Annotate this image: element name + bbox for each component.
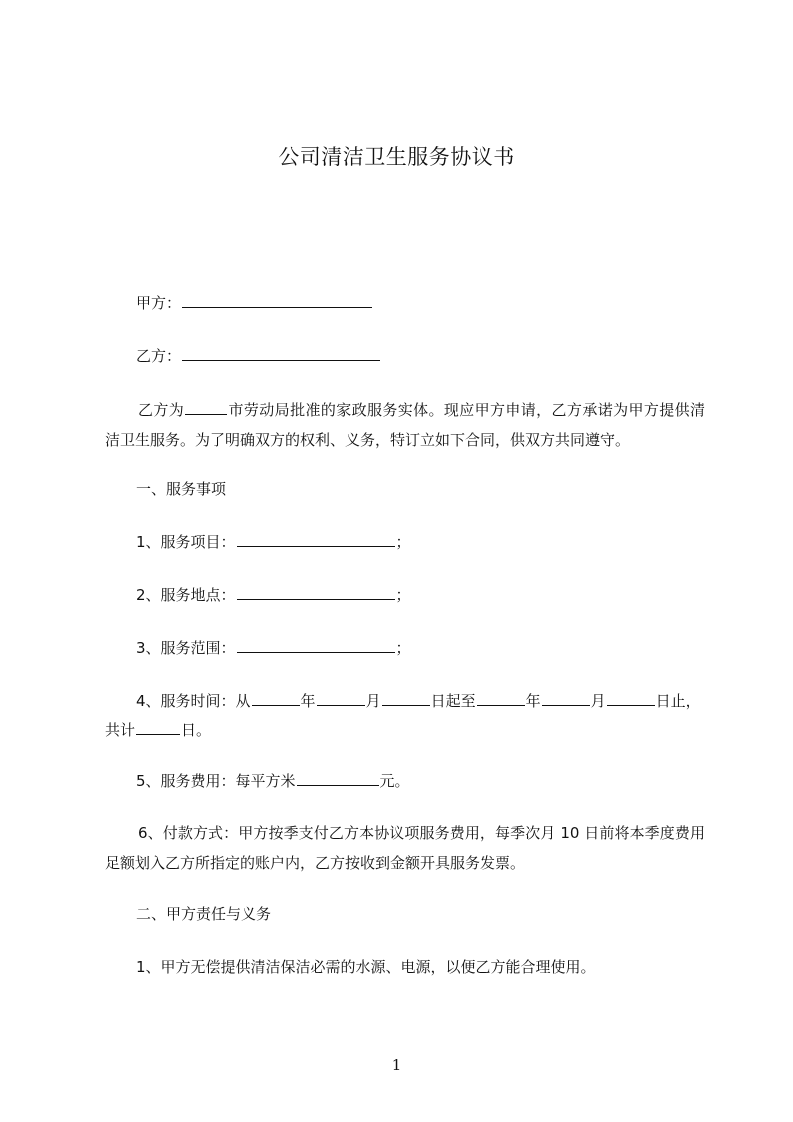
end-year-text: 年 <box>525 692 541 710</box>
total-prefix: 共计 <box>105 721 136 739</box>
party-b-label: 乙方： <box>136 347 182 365</box>
intro-blank <box>185 399 227 415</box>
service-fee-suffix: 元。 <box>379 772 410 790</box>
party-b-line <box>136 345 381 366</box>
intro-paragraph <box>105 395 705 455</box>
start-year-text: 年 <box>300 692 316 710</box>
document-title: 公司清洁卫生服务协议书 <box>278 145 515 169</box>
service-scope-semicolon: ； <box>395 639 411 657</box>
party-b-blank <box>182 345 380 361</box>
service-location-line <box>136 584 411 605</box>
service-fee-line <box>136 770 410 791</box>
end-month-blank <box>542 690 590 706</box>
start-month-text: 月 <box>365 692 381 710</box>
intro-prefix: 乙方为 <box>138 401 185 419</box>
service-scope-blank <box>237 637 395 653</box>
service-scope-label: 3、服务范围： <box>136 639 236 657</box>
service-location-label: 2、服务地点： <box>136 586 236 604</box>
section2-heading: 二、甲方责任与义务 <box>136 905 272 923</box>
section1-heading: 一、服务事项 <box>136 480 227 498</box>
party-a-line <box>136 292 373 313</box>
total-suffix: 日。 <box>181 721 212 739</box>
party-a-label: 甲方： <box>136 294 182 312</box>
service-location-semicolon: ； <box>395 586 411 604</box>
service-location-blank <box>237 584 395 600</box>
party-a-blank <box>182 292 372 308</box>
service-fee-blank <box>297 770 379 786</box>
payment-paragraph: 6、付款方式：甲方按季支付乙方本协议项服务费用，每季次月 10 日前将本季度费用足额划入乙方所指定的账户内，乙方按收到金额开具服务发票。 <box>105 824 705 872</box>
service-time-line <box>136 690 701 711</box>
end-year-blank <box>477 690 525 706</box>
start-day-blank <box>382 690 430 706</box>
start-year-blank <box>252 690 300 706</box>
service-item-semicolon: ； <box>395 533 411 551</box>
end-day-blank <box>607 690 655 706</box>
service-time-label: 4、服务时间：从 <box>136 692 251 710</box>
section2-item1: 1、甲方无偿提供清洁保洁必需的水源、电源，以便乙方能合理使用。 <box>136 958 596 976</box>
service-item-blank <box>237 531 395 547</box>
service-scope-line <box>136 637 411 658</box>
intro-suffix: 市劳动局批准的家政服务实体。现应甲方申请，乙方承诺为甲方提供清洁卫生服务。为了明确双方的权利、义务，特订立如下合同，供双方共同遵守。 <box>105 401 705 449</box>
start-day-text: 日起至 <box>430 692 476 710</box>
service-item-line <box>136 531 411 552</box>
page-number: 1 <box>391 1056 402 1074</box>
service-item-label: 1、服务项目： <box>136 533 236 551</box>
start-month-blank <box>317 690 365 706</box>
end-day-text: 日止， <box>655 692 701 710</box>
service-total-line <box>105 719 211 740</box>
end-month-text: 月 <box>590 692 606 710</box>
total-days-blank <box>136 719 180 735</box>
service-fee-label: 5、服务费用：每平方米 <box>136 772 296 790</box>
